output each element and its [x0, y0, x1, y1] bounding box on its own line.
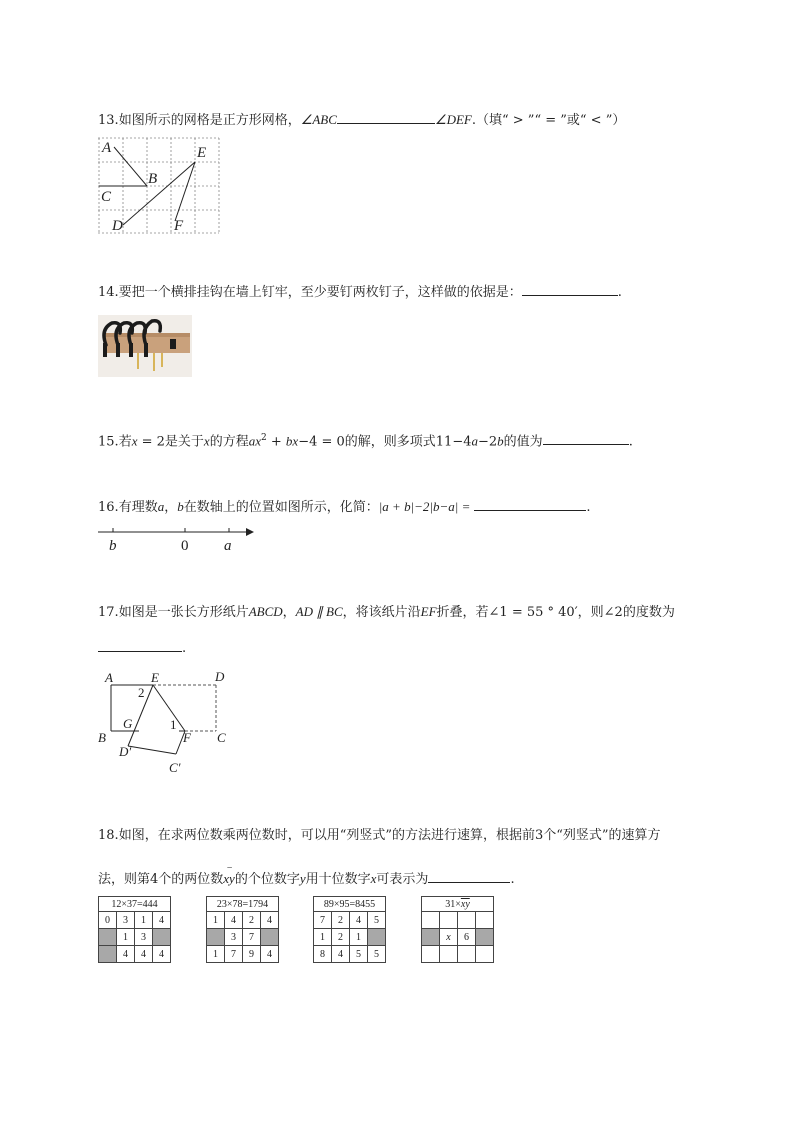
label-c: C — [217, 730, 226, 745]
answer-blank-13[interactable] — [337, 110, 435, 124]
question-16-text: 16.有理数a，b在数轴上的位置如图所示，化简：|a + b|−2|b−a| = . — [98, 499, 591, 515]
answer-blank-14[interactable] — [522, 282, 618, 296]
abs-expression: |a + b|−2|b−a| = — [378, 499, 471, 514]
question-18-line1: 18.如图，在求两位数乘两位数时，可以用“列竖式”的方法进行速算，根据前3个“列竖式”的速算方 — [98, 828, 661, 843]
label-angle-1: 1 — [170, 717, 177, 732]
label-a: A — [102, 140, 112, 156]
point-a-label: a — [224, 538, 232, 554]
label-d: D — [215, 669, 225, 684]
number-line — [96, 522, 260, 554]
label-a: A — [105, 670, 113, 685]
answer-blank-18[interactable] — [428, 869, 510, 883]
label-d-prime: D′ — [119, 744, 132, 759]
origin-label: 0 — [181, 538, 189, 554]
label-f: F — [174, 218, 184, 234]
label-f: F — [183, 730, 191, 745]
angle-def: ∠DEF — [434, 112, 472, 127]
calc-table-4: $31\times\overline{xy}$ x 6 — [421, 896, 494, 963]
answer-blank-17[interactable] — [98, 638, 182, 652]
calc-table-2: 23×78=1794 1 4 2 4 3 7 1 7 9 4 — [206, 896, 279, 963]
calc-table-1: 12×37=444 0 3 1 4 1 3 4 4 4 — [98, 896, 171, 963]
label-e: E — [197, 145, 207, 161]
coat-hook-photo — [98, 315, 192, 377]
answer-blank-16[interactable] — [474, 497, 586, 511]
folded-rectangle-figure — [94, 668, 240, 778]
calc-table-3: 89×95=8455 7 2 4 5 1 2 1 8 4 5 5 — [313, 896, 386, 963]
label-e: E — [151, 670, 159, 685]
label-d: D — [112, 218, 123, 234]
point-b-label: b — [109, 538, 117, 554]
label-angle-2: 2 — [138, 685, 145, 700]
label-c: C — [101, 189, 112, 205]
label-b: B — [148, 171, 158, 187]
angle-abc: ∠ABC — [300, 112, 337, 127]
q13-grid-figure — [98, 137, 222, 237]
question-17-answer-line: . — [98, 638, 186, 658]
question-13-text: 13.如图所示的网格是正方形网格，∠ABC ∠DEF.（填“ > ”“ = ”或“ < ”） — [98, 112, 626, 128]
answer-blank-15[interactable] — [543, 431, 629, 445]
label-b: B — [98, 730, 106, 745]
question-15-text: 15.若x = 2是关于x的方程$ax^2 + bx-4 = 0$的解，则多项式11−4a−2b的值为 . — [98, 433, 633, 450]
label-g: G — [123, 716, 133, 731]
question-14-text: 14.要把一个横排挂钩在墙上钉牢，至少要钉两枚钉子，这样做的依据是： . — [98, 282, 622, 302]
question-18-line2: 法，则第4个的两位数 − xy的个位数字y用十位数字x可表示为 . — [98, 863, 515, 887]
label-c-prime: C′ — [169, 760, 181, 775]
question-17-text: 17.如图是一张长方形纸片ABCD，AD ∥ BC，将该纸片沿EF折叠，若∠1 = 55 ° 40′，则∠2的度数为 — [98, 604, 675, 620]
